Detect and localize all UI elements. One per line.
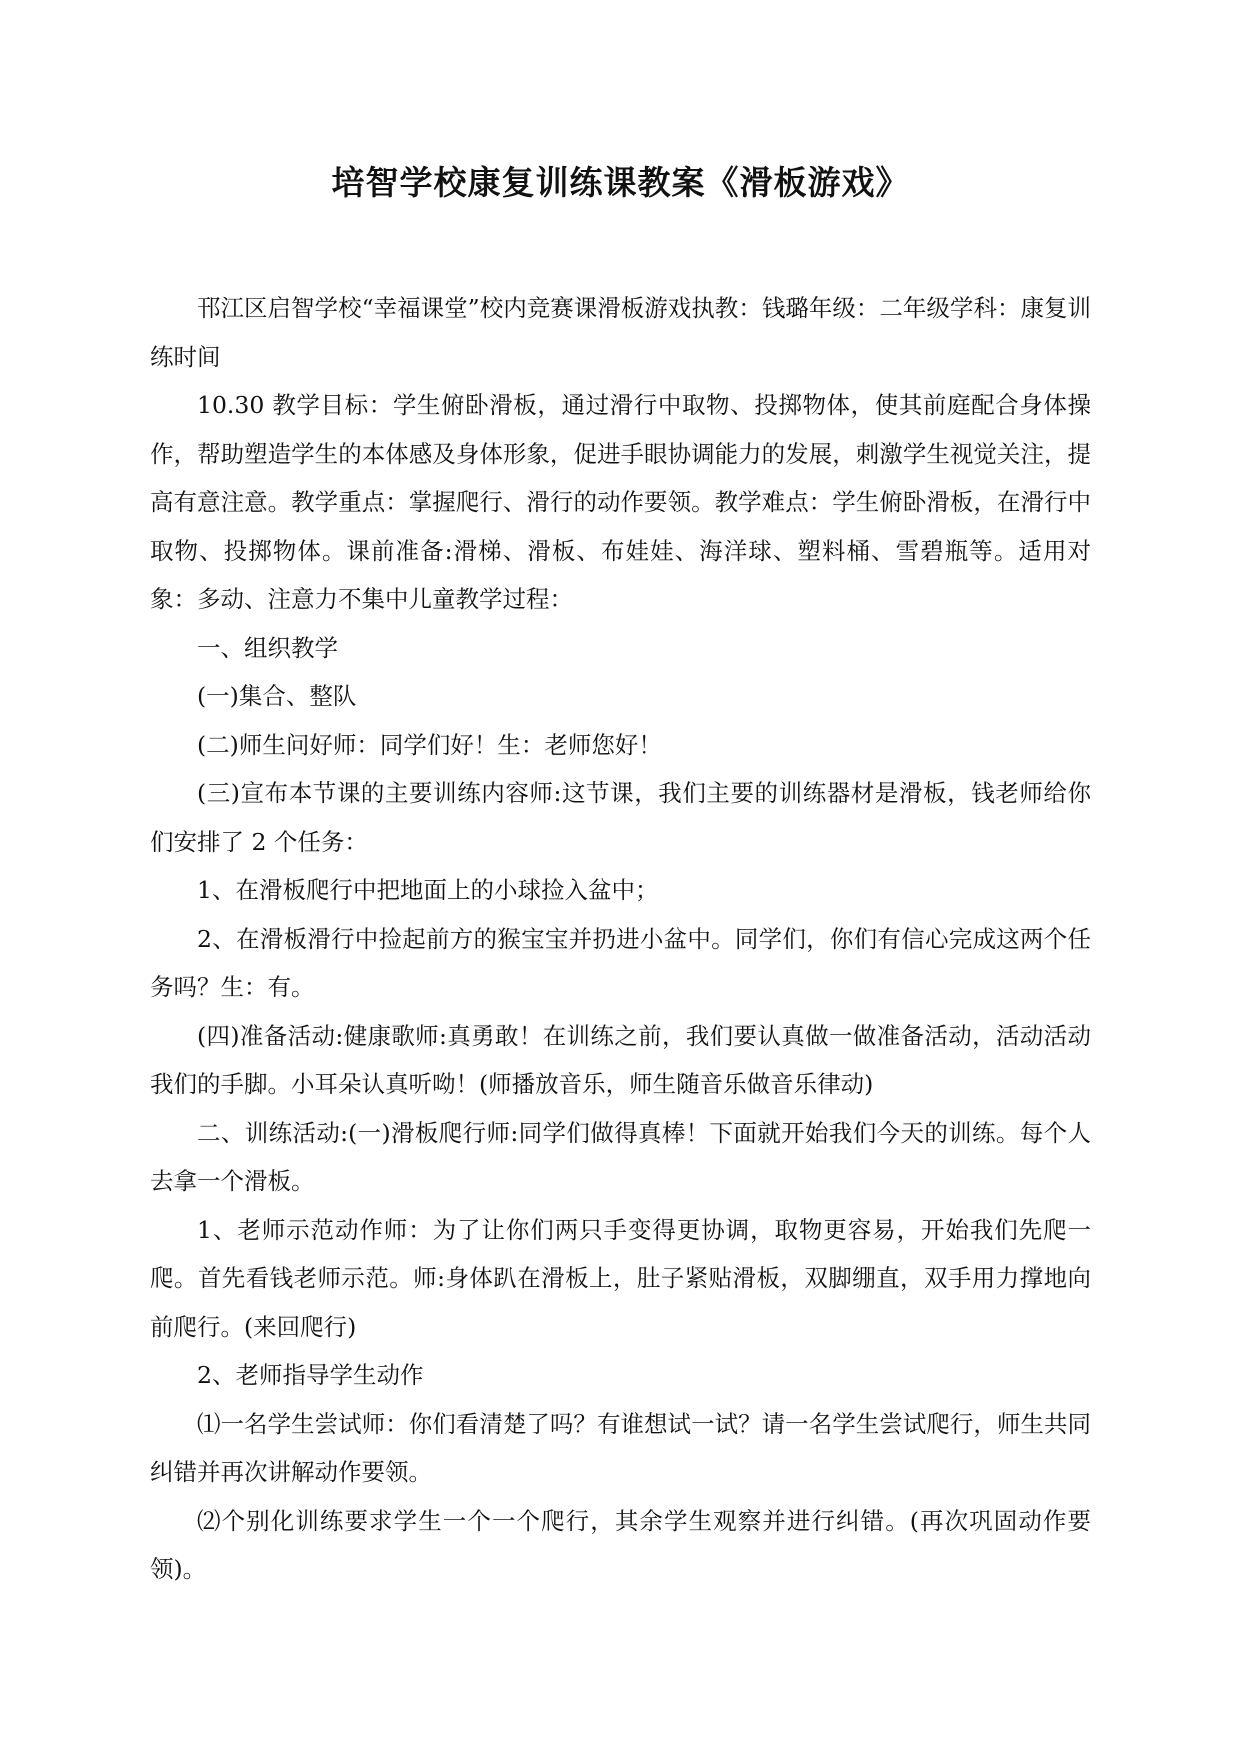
paragraph: (一)集合、整队 <box>197 682 357 710</box>
paragraph: 10.30 教学目标：学生俯卧滑板，通过滑行中取物、投掷物体，使其前庭配合身体操作，帮助塑造学生的本体感及身体形象，促进手眼协调能力的发展，刺激学生视觉关注，提高有意注意。教学重点：掌握爬行、滑行的动作要领。教学难点：学生俯卧滑板，在滑行中取物、投掷物体。课前准备:滑梯、滑板、布娃娃、海洋球、塑料桶、雪碧瓶等。适用对象：多动、注意力不集中儿童教学过程： <box>150 391 1091 613</box>
paragraph: 邗江区启智学校“幸福课堂”校内竞赛课滑板游戏执教：钱璐年级：二年级学科：康复训练时间 <box>150 294 1091 371</box>
paragraph: (四)准备活动:健康歌师:真勇敢！在训练之前，我们要认真做一做准备活动，活动活动我们的手脚。小耳朵认真听呦！(师播放音乐，师生随音乐做音乐律动) <box>150 1021 1091 1098</box>
document-title: 培智学校康复训练课教案《滑板游戏》 <box>331 163 910 202</box>
paragraph: (三)宣布本节课的主要训练内容师:这节课，我们主要的训练器材是滑板，钱老师给你们安排了 2 个任务： <box>150 779 1091 856</box>
paragraph: ⑴一名学生尝试师：你们看清楚了吗？有谁想试一试？请一名学生尝试爬行，师生共同纠错并再次讲解动作要领。 <box>150 1409 1091 1486</box>
paragraph: (二)师生问好师：同学们好！生：老师您好！ <box>197 730 662 759</box>
paragraph: 1、老师示范动作师：为了让你们两只手变得更协调，取物更容易，开始我们先爬一爬。首先看钱老师示范。师:身体趴在滑板上，肚子紧贴滑板，双脚绷直，双手用力撑地向前爬行。(来回爬行) <box>150 1215 1091 1341</box>
paragraph: 一、组织教学 <box>197 633 338 662</box>
paragraph: 1、在滑板爬行中把地面上的小球捡入盆中； <box>197 876 659 904</box>
document-body <box>150 284 1091 1594</box>
paragraph: 二、训练活动:(一)滑板爬行师:同学们做得真棒！下面就开始我们今天的训练。每个人去拿一个滑板。 <box>150 1118 1091 1195</box>
paragraph: 2、老师指导学生动作 <box>197 1361 424 1389</box>
paragraph: 2、在滑板滑行中捡起前方的猴宝宝并扔进小盆中。同学们，你们有信心完成这两个任务吗？生：有。 <box>150 924 1091 1001</box>
paragraph: ⑵个别化训练要求学生一个一个爬行，其余学生观察并进行纠错。(再次巩固动作要领)。 <box>150 1506 1091 1583</box>
